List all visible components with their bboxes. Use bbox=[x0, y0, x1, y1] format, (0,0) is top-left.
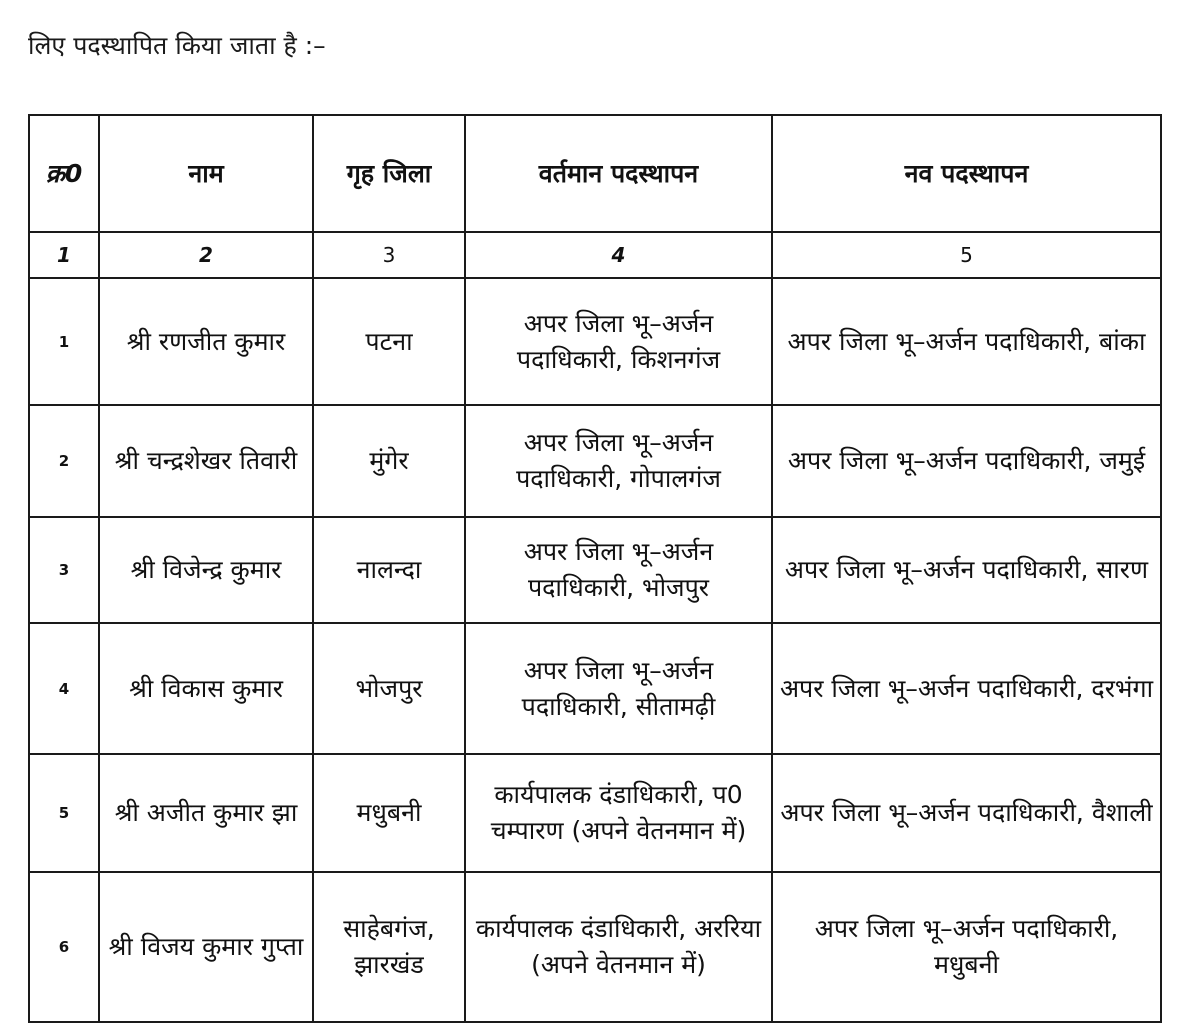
officer-name: श्री विकास कुमार bbox=[99, 623, 313, 754]
table-row bbox=[29, 405, 1161, 517]
column-number: 5 bbox=[772, 232, 1161, 278]
table-row bbox=[29, 278, 1161, 405]
serial-number: 6 bbox=[29, 872, 99, 1022]
home-district: नालन्दा bbox=[313, 517, 465, 623]
table-row bbox=[29, 872, 1161, 1022]
column-number: 4 bbox=[465, 232, 772, 278]
table-header-row bbox=[29, 115, 1161, 232]
home-district: पटना bbox=[313, 278, 465, 405]
officer-name: श्री रणजीत कुमार bbox=[99, 278, 313, 405]
officer-name: श्री अजीत कुमार झा bbox=[99, 754, 313, 872]
current-posting: कार्यपालक दंडाधिकारी, अररिया (अपने वेतनमान में) bbox=[465, 872, 772, 1022]
serial-number: 4 bbox=[29, 623, 99, 754]
new-posting: अपर जिला भू–अर्जन पदाधिकारी, वैशाली bbox=[772, 754, 1161, 872]
new-posting: अपर जिला भू–अर्जन पदाधिकारी, बांका bbox=[772, 278, 1161, 405]
current-posting: अपर जिला भू–अर्जन पदाधिकारी, किशनगंज bbox=[465, 278, 772, 405]
home-district: मधुबनी bbox=[313, 754, 465, 872]
header-name: नाम bbox=[99, 115, 313, 232]
column-number: 2 bbox=[99, 232, 313, 278]
officer-name: श्री विजेन्द्र कुमार bbox=[99, 517, 313, 623]
current-posting: अपर जिला भू–अर्जन पदाधिकारी, सीतामढ़ी bbox=[465, 623, 772, 754]
header-home-district: गृह जिला bbox=[313, 115, 465, 232]
header-new-posting: नव पदस्थापन bbox=[772, 115, 1161, 232]
header-current-posting: वर्तमान पदस्थापन bbox=[465, 115, 772, 232]
column-number: 1 bbox=[29, 232, 99, 278]
current-posting: अपर जिला भू–अर्जन पदाधिकारी, गोपालगंज bbox=[465, 405, 772, 517]
header-serial: क्र0 bbox=[29, 115, 99, 232]
serial-number: 1 bbox=[29, 278, 99, 405]
new-posting: अपर जिला भू–अर्जन पदाधिकारी, सारण bbox=[772, 517, 1161, 623]
serial-number: 3 bbox=[29, 517, 99, 623]
home-district: साहेबगंज, झारखंड bbox=[313, 872, 465, 1022]
serial-number: 2 bbox=[29, 405, 99, 517]
new-posting: अपर जिला भू–अर्जन पदाधिकारी, मधुबनी bbox=[772, 872, 1161, 1022]
serial-number: 5 bbox=[29, 754, 99, 872]
column-number: 3 bbox=[313, 232, 465, 278]
posting-table bbox=[28, 114, 1162, 1023]
home-district: मुंगेर bbox=[313, 405, 465, 517]
table-row bbox=[29, 754, 1161, 872]
officer-name: श्री चन्द्रशेखर तिवारी bbox=[99, 405, 313, 517]
table-row bbox=[29, 517, 1161, 623]
officer-name: श्री विजय कुमार गुप्ता bbox=[99, 872, 313, 1022]
home-district: भोजपुर bbox=[313, 623, 465, 754]
current-posting: कार्यपालक दंडाधिकारी, प0 चम्पारण (अपने वेतनमान में) bbox=[465, 754, 772, 872]
column-number-row bbox=[29, 232, 1161, 278]
new-posting: अपर जिला भू–अर्जन पदाधिकारी, जमुई bbox=[772, 405, 1161, 517]
new-posting: अपर जिला भू–अर्जन पदाधिकारी, दरभंगा bbox=[772, 623, 1161, 754]
table-row bbox=[29, 623, 1161, 754]
intro-text: लिए पदस्थापित किया जाता है :– bbox=[28, 31, 326, 60]
current-posting: अपर जिला भू–अर्जन पदाधिकारी, भोजपुर bbox=[465, 517, 772, 623]
